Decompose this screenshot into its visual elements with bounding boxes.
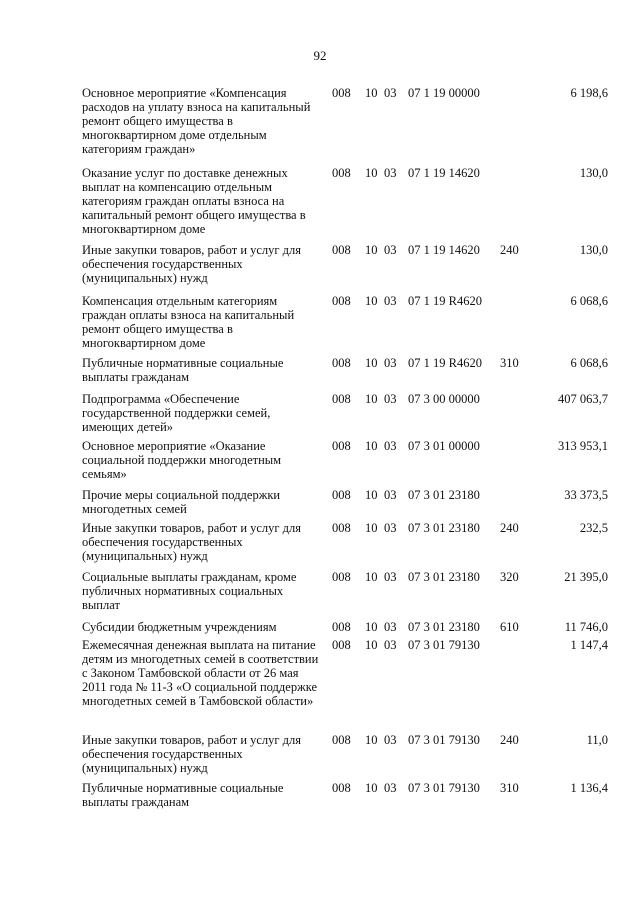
cell-target: 07 3 01 79130 xyxy=(408,733,480,747)
cell-amount: 232,5 xyxy=(579,521,608,535)
cell-type: 240 xyxy=(500,243,519,257)
cell-ministry: 008 xyxy=(332,166,351,180)
cell-target: 07 3 01 79130 xyxy=(408,638,480,652)
cell-amount: 11 746,0 xyxy=(564,620,608,634)
cell-section: 10 xyxy=(365,86,378,100)
cell-type: 320 xyxy=(500,570,519,584)
cell-section: 10 xyxy=(365,620,378,634)
cell-section: 10 xyxy=(365,392,378,406)
cell-target: 07 3 01 23180 xyxy=(408,570,480,584)
cell-ministry: 008 xyxy=(332,781,351,795)
cell-amount: 6 068,6 xyxy=(570,356,608,370)
cell-subsection: 03 xyxy=(384,294,397,308)
cell-name: Основное мероприятие «Компенсация расходов на уплату взноса на капитальный ремонт общего имущества в многоквартирном доме отдельным категориям граждан» xyxy=(82,86,311,156)
cell-amount: 33 373,5 xyxy=(564,488,608,502)
cell-amount: 11,0 xyxy=(586,733,608,747)
cell-type: 310 xyxy=(500,356,519,370)
cell-target: 07 3 01 23180 xyxy=(408,488,480,502)
cell-subsection: 03 xyxy=(384,439,397,453)
cell-type: 240 xyxy=(500,521,519,535)
cell-target: 07 1 19 R4620 xyxy=(408,294,482,308)
cell-name: Иные закупки товаров, работ и услуг для обеспечения государственных (муниципальных) нужд xyxy=(82,243,302,285)
cell-name: Оказание услуг по доставке денежных выплат на компенсацию отдельным категориям граждан оплаты взноса на капитальный ремонт общего имущества в многоквартирном доме xyxy=(82,166,306,236)
cell-subsection: 03 xyxy=(384,356,397,370)
cell-target: 07 3 01 23180 xyxy=(408,620,480,634)
cell-target: 07 1 19 00000 xyxy=(408,86,480,100)
cell-name: Компенсация отдельным категориям граждан оплаты взноса на капитальный ремонт общего имущества в многоквартирном доме xyxy=(82,294,295,350)
cell-subsection: 03 xyxy=(384,86,397,100)
cell-amount: 1 136,4 xyxy=(570,781,608,795)
cell-type: 240 xyxy=(500,733,519,747)
cell-name: Субсидии бюджетным учреждениям xyxy=(82,620,277,634)
cell-subsection: 03 xyxy=(384,243,397,257)
cell-section: 10 xyxy=(365,638,378,652)
cell-section: 10 xyxy=(365,570,378,584)
cell-name: Прочие меры социальной поддержки многодетных семей xyxy=(82,488,281,516)
cell-ministry: 008 xyxy=(332,733,351,747)
cell-name: Иные закупки товаров, работ и услуг для обеспечения государственных (муниципальных) нужд xyxy=(82,521,302,563)
cell-section: 10 xyxy=(365,356,378,370)
cell-subsection: 03 xyxy=(384,620,397,634)
cell-name: Иные закупки товаров, работ и услуг для обеспечения государственных (муниципальных) нужд xyxy=(82,733,302,775)
cell-amount: 21 395,0 xyxy=(564,570,608,584)
page-number: 92 xyxy=(313,48,327,63)
cell-amount: 130,0 xyxy=(579,166,608,180)
cell-subsection: 03 xyxy=(384,166,397,180)
cell-ministry: 008 xyxy=(332,439,351,453)
cell-section: 10 xyxy=(365,243,378,257)
cell-subsection: 03 xyxy=(384,781,397,795)
cell-section: 10 xyxy=(365,439,378,453)
cell-section: 10 xyxy=(365,733,378,747)
cell-ministry: 008 xyxy=(332,638,351,652)
cell-name: Социальные выплаты гражданам, кроме публичных нормативных социальных выплат xyxy=(82,570,297,612)
cell-ministry: 008 xyxy=(332,521,351,535)
cell-amount: 407 063,7 xyxy=(558,392,608,406)
cell-target: 07 3 01 00000 xyxy=(408,439,480,453)
cell-ministry: 008 xyxy=(332,86,351,100)
cell-amount: 1 147,4 xyxy=(570,638,608,652)
cell-ministry: 008 xyxy=(332,392,351,406)
cell-target: 07 3 01 23180 xyxy=(408,521,480,535)
cell-amount: 313 953,1 xyxy=(558,439,608,453)
cell-name: Основное мероприятие «Оказание социальной поддержки многодетным семьям» xyxy=(82,439,282,481)
cell-section: 10 xyxy=(365,488,378,502)
cell-amount: 6 198,6 xyxy=(570,86,608,100)
cell-target: 07 3 00 00000 xyxy=(408,392,480,406)
cell-name: Публичные нормативные социальные выплаты гражданам xyxy=(82,781,284,809)
cell-ministry: 008 xyxy=(332,620,351,634)
cell-ministry: 008 xyxy=(332,570,351,584)
cell-ministry: 008 xyxy=(332,243,351,257)
cell-target: 07 1 19 R4620 xyxy=(408,356,482,370)
cell-subsection: 03 xyxy=(384,521,397,535)
cell-amount: 130,0 xyxy=(579,243,608,257)
cell-subsection: 03 xyxy=(384,733,397,747)
cell-ministry: 008 xyxy=(332,488,351,502)
cell-type: 310 xyxy=(500,781,519,795)
cell-section: 10 xyxy=(365,521,378,535)
cell-subsection: 03 xyxy=(384,570,397,584)
cell-name: Ежемесячная денежная выплата на питание детям из многодетных семей в соответствии с Законом Тамбовской области от 26 мая 2011 года № 11-З «О социальной поддержке многодетных семей в Тамбовской области» xyxy=(82,638,319,708)
cell-amount: 6 068,6 xyxy=(570,294,608,308)
cell-subsection: 03 xyxy=(384,488,397,502)
cell-type: 610 xyxy=(500,620,519,634)
cell-subsection: 03 xyxy=(384,638,397,652)
cell-target: 07 1 19 14620 xyxy=(408,243,480,257)
cell-section: 10 xyxy=(365,781,378,795)
cell-section: 10 xyxy=(365,166,378,180)
cell-ministry: 008 xyxy=(332,294,351,308)
cell-name: Подпрограмма «Обеспечение государственной поддержки семей, имеющих детей» xyxy=(82,392,271,434)
cell-ministry: 008 xyxy=(332,356,351,370)
cell-name: Публичные нормативные социальные выплаты гражданам xyxy=(82,356,284,384)
cell-subsection: 03 xyxy=(384,392,397,406)
cell-target: 07 1 19 14620 xyxy=(408,166,480,180)
cell-target: 07 3 01 79130 xyxy=(408,781,480,795)
cell-section: 10 xyxy=(365,294,378,308)
